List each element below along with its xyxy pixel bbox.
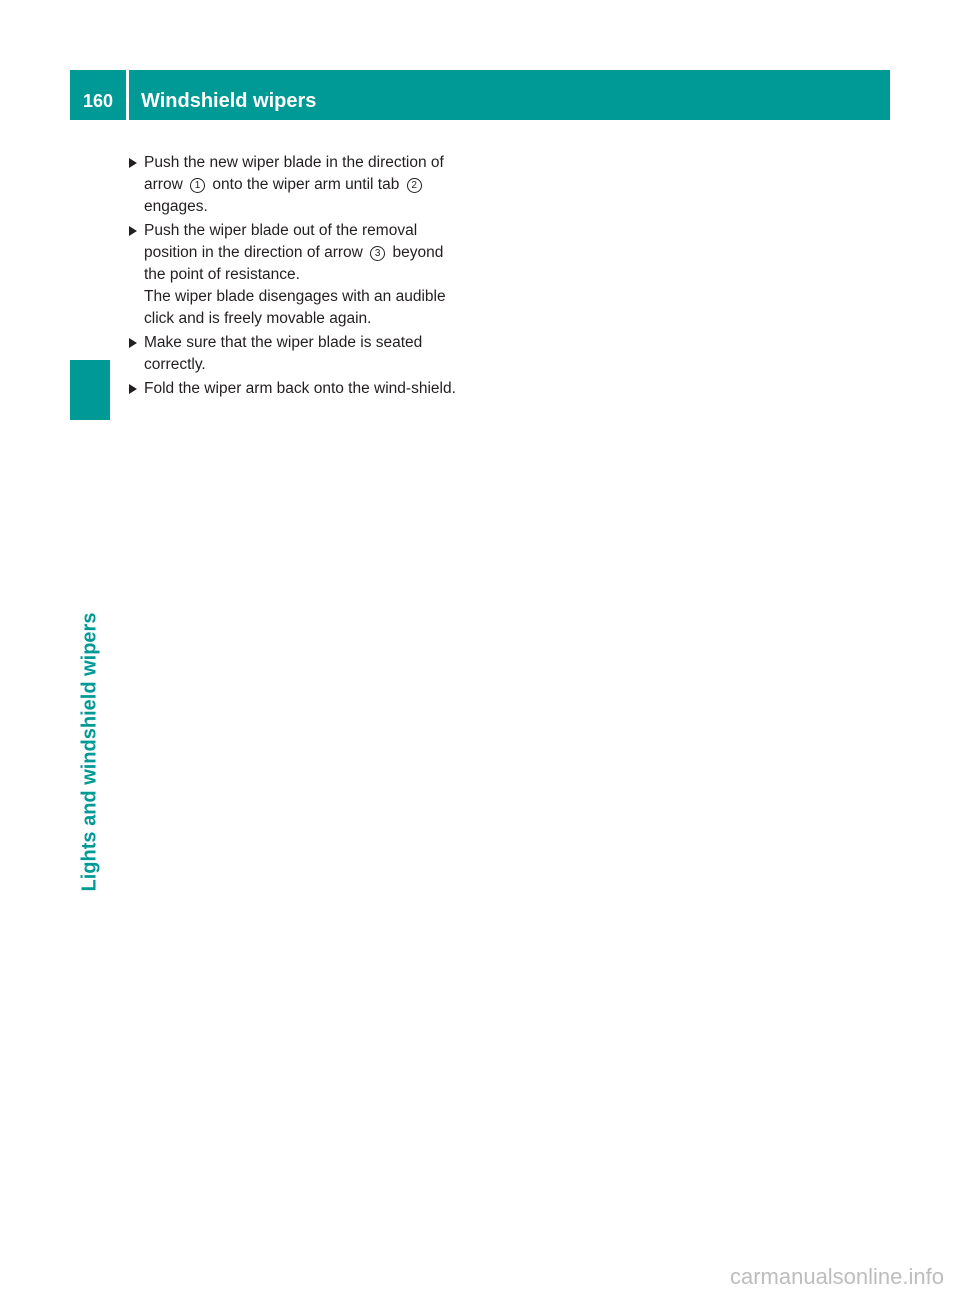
section-title: Windshield wipers	[141, 90, 317, 112]
page-number: 160	[82, 91, 114, 111]
footer-watermark: carmanualsonline.info	[729, 1264, 944, 1289]
instruction-step	[129, 220, 469, 330]
step-result-note: The wiper blade disengages with an audible click and is freely movable again.	[144, 288, 446, 327]
chapter-side-tab	[70, 360, 110, 420]
instruction-content	[129, 152, 469, 402]
callout-number: 2	[407, 178, 422, 193]
step-arrow-icon	[129, 384, 137, 394]
callout-number: 3	[370, 246, 385, 261]
step-arrow-icon	[129, 226, 137, 236]
instruction-step	[129, 152, 469, 218]
step-text: Push the wiper blade out of the removal position in the direction of arrow 3 beyond the point of resistance.	[144, 222, 444, 283]
step-arrow-icon	[129, 158, 137, 168]
step-text: Make sure that the wiper blade is seated correctly.	[144, 334, 423, 373]
callout-number: 1	[190, 178, 205, 193]
instruction-step	[129, 332, 469, 376]
chapter-side-label: Lights and windshield wipers	[78, 612, 101, 892]
step-arrow-icon	[129, 338, 137, 348]
instruction-step	[129, 378, 469, 400]
step-text: Fold the wiper arm back onto the wind-shield.	[144, 380, 456, 397]
header-divider	[126, 70, 129, 120]
step-text: Push the new wiper blade in the direction of arrow 1 onto the wiper arm until tab 2 engages.	[144, 154, 444, 215]
